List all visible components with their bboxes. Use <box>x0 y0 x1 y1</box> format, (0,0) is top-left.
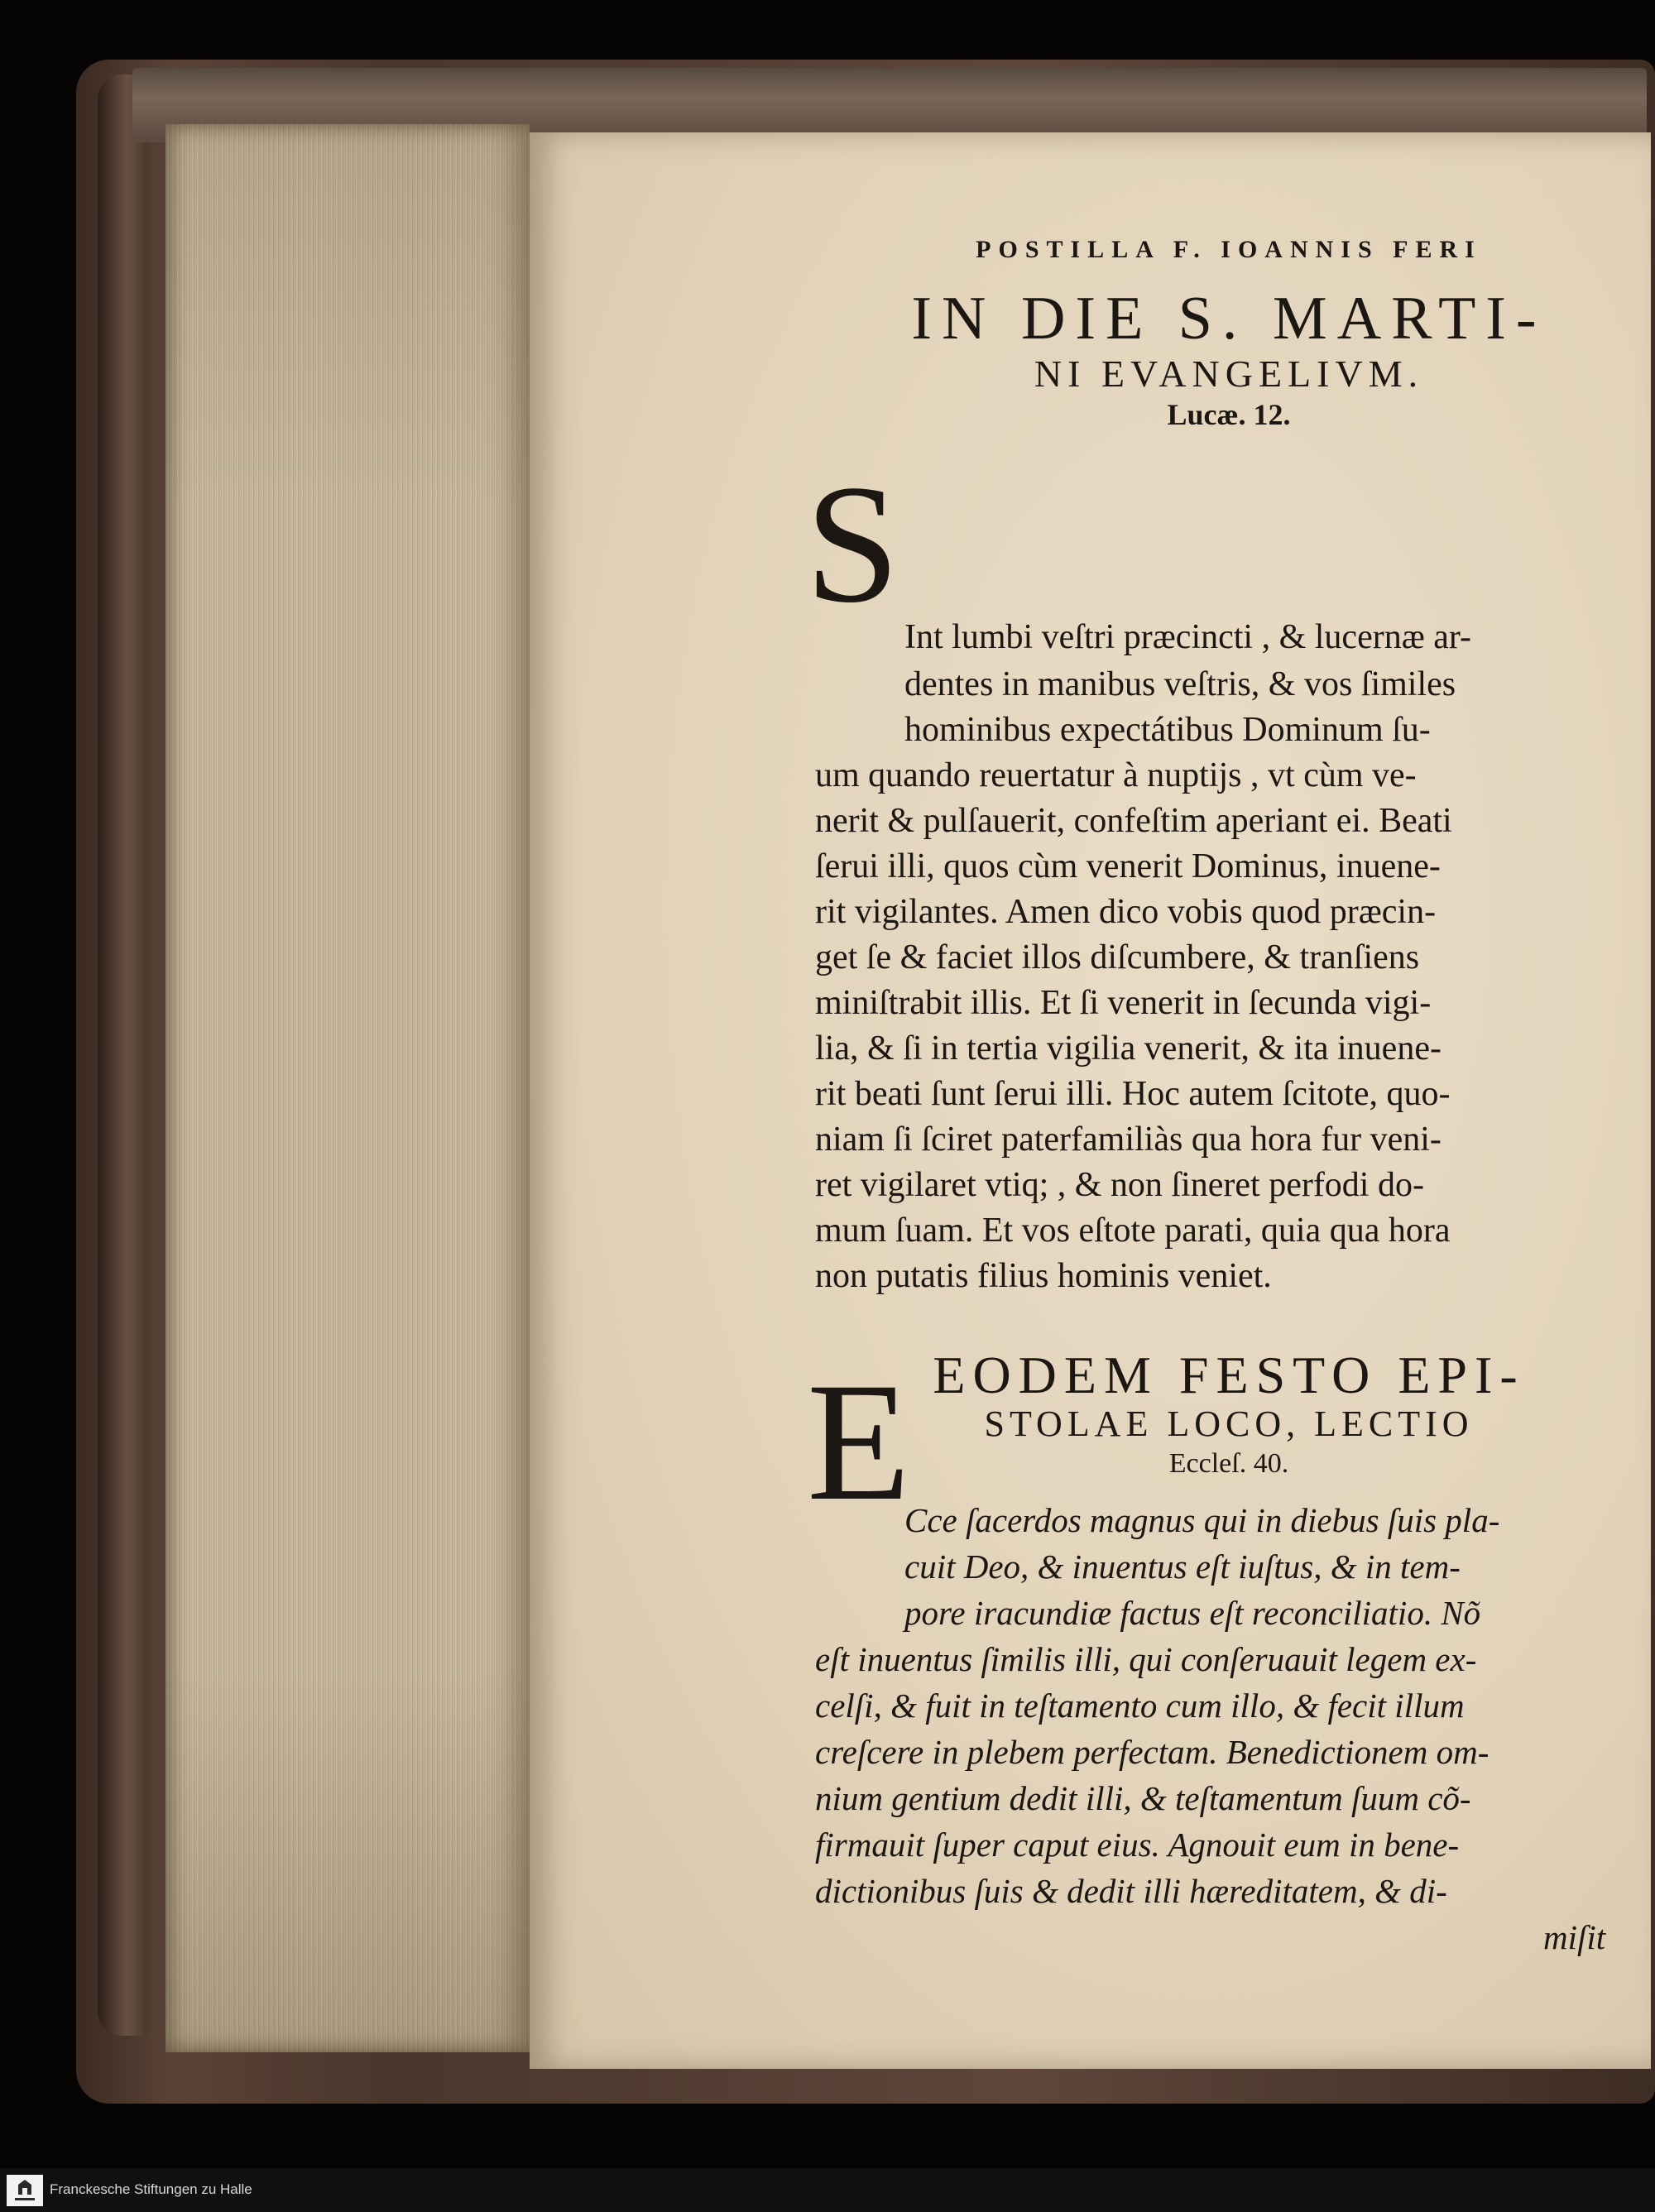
section-title-line-1: EODEM FESTO EPI- <box>933 1346 1525 1404</box>
running-head: POSTILLA F. IOANNIS FERI <box>976 236 1482 263</box>
francke-foundations-logo-icon[interactable] <box>7 2175 43 2206</box>
gospel-dropcap: S <box>805 450 900 638</box>
title-reference: Lucæ. 12. <box>1167 398 1291 431</box>
gospel-line: ſerui illi, quos cùm venerit Dominus, inuene- <box>815 847 1441 885</box>
title-line-1: IN DIE S. MARTI- <box>911 285 1547 353</box>
section-title-line-2: STOLAE LOCO, LECTIO <box>984 1403 1474 1444</box>
footer-attribution[interactable]: Franckesche Stiftungen zu Halle <box>50 2181 252 2197</box>
epistle-line: nium gentium dedit illi, & teſtamentum ſuum cõ- <box>815 1779 1471 1817</box>
gospel-line: nerit & pulſauerit, confeſtim aperiant ei. Beati <box>815 802 1452 840</box>
epistle-line: celſi, & fuit in teſtamento cum illo, & fecit illum <box>815 1687 1465 1725</box>
title-line-2: NI EVANGELIVM. <box>1034 353 1424 395</box>
gospel-line: um quando reuertatur à nuptijs , vt cùm ve- <box>815 756 1417 794</box>
epistle-dropcap: E <box>807 1348 911 1536</box>
gospel-line: get ſe & faciet illos diſcumbere, & tranſiens <box>815 938 1420 976</box>
printed-page <box>530 132 1651 2069</box>
gospel-line: rit beati ſunt ſerui illi. Hoc autem ſcitote, quo- <box>815 1075 1451 1113</box>
epistle-line: creſcere in plebem perfectam. Benedictionem om- <box>815 1733 1490 1771</box>
gospel-line: rit vigilantes. Amen dico vobis quod præcin- <box>815 893 1437 931</box>
gospel-line: lia, & ſi in tertia vigilia venerit, & ita inuene- <box>815 1029 1442 1068</box>
gospel-line: non putatis filius hominis veniet. <box>815 1257 1272 1295</box>
footer-bar <box>0 2168 1655 2212</box>
gospel-line: Int lumbi veſtri præcincti , & lucernæ ar- <box>904 618 1471 656</box>
epistle-line: cuit Deo, & inuentus eſt iuſtus, & in tem- <box>904 1547 1461 1586</box>
binding-spine-edge <box>98 74 147 2036</box>
epistle-line: dictionibus ſuis & dedit illi hæreditatem, & di- <box>815 1872 1447 1910</box>
epistle-line: eſt inuentus ſimilis illi, qui conſeruauit legem ex- <box>815 1640 1477 1678</box>
epistle-line: pore iracundiæ factus eſt reconciliatio. Nõ <box>904 1594 1481 1632</box>
page-block-shade <box>166 124 530 2052</box>
gospel-line: ret vigilaret vtiq; , & non ſineret perfodi do- <box>815 1166 1424 1204</box>
epistle-line: firmauit ſuper caput eius. Agnouit eum in bene- <box>815 1826 1460 1864</box>
gospel-line: mum ſuam. Et vos eſtote parati, quia qua hora <box>815 1212 1451 1250</box>
gospel-line: miniſtrabit illis. Et ſi venerit in ſecunda vigi- <box>815 984 1432 1022</box>
epistle-line: Cce ſacerdos magnus qui in diebus ſuis pla- <box>904 1501 1500 1539</box>
epistle-catchword: miſit <box>1543 1918 1606 1956</box>
section-reference: Eccleſ. 40. <box>1168 1448 1289 1479</box>
gospel-line: dentes in manibus veſtris, & vos ſimiles <box>904 665 1456 703</box>
gospel-line: niam ſi ſciret paterfamiliàs qua hora fur veni- <box>815 1120 1442 1159</box>
gospel-line: hominibus expectátibus Dominum ſu- <box>904 711 1431 749</box>
